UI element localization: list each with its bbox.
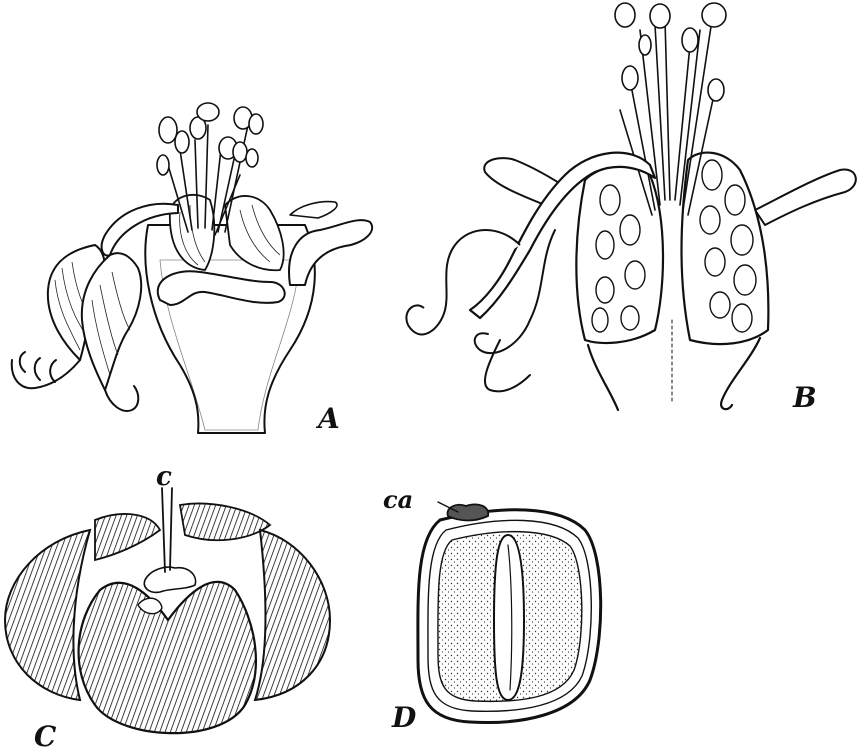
locule-left [576, 166, 663, 343]
caruncle [447, 504, 488, 520]
sepal-back [290, 202, 337, 218]
fruit-lobe-front [79, 582, 256, 733]
hook-a2 [105, 386, 138, 411]
panel-label-a: A [318, 402, 340, 435]
panel-label-d: D [392, 701, 417, 734]
panel-label-c: C [34, 720, 57, 753]
anthers-a [157, 103, 263, 175]
figure-c-fruit [5, 462, 330, 753]
fruit-lobe-back-left [95, 514, 160, 560]
fruit-crown [144, 567, 195, 592]
annotation-ca: ca [383, 485, 414, 514]
fruit-lobe-left [5, 530, 90, 700]
panel-label-b: B [793, 381, 817, 414]
hook-a1 [12, 352, 80, 388]
sepal-right-b [755, 169, 856, 225]
annotation-c: c [156, 462, 172, 492]
fruit-lobe-right [255, 530, 330, 700]
calyx-tube [145, 225, 314, 433]
fruit-lobe-back-right [180, 504, 270, 541]
figure-b-section [406, 3, 855, 414]
central-column [162, 488, 172, 572]
figure-d-seed [383, 485, 601, 734]
figure-a-flower [12, 103, 372, 435]
anthers-b [615, 3, 726, 101]
